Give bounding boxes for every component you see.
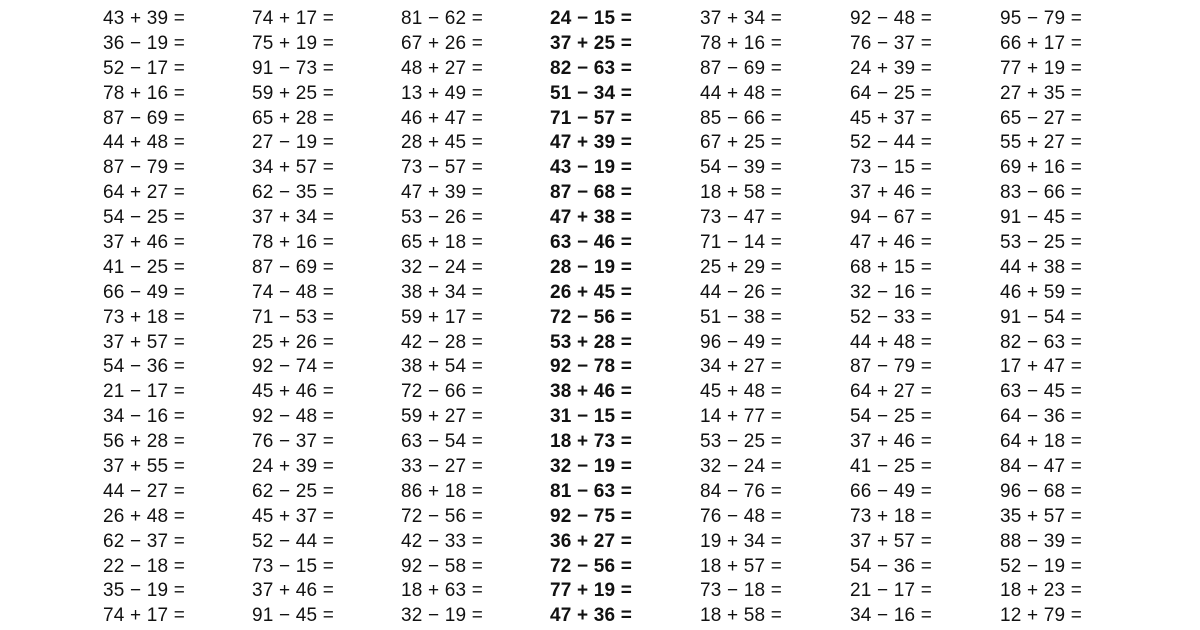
math-problem: 87 − 68 = xyxy=(550,182,633,204)
math-problem: 59 + 17 = xyxy=(401,306,484,328)
math-problem: 74 − 48 = xyxy=(252,281,335,303)
math-problem: 51 − 34 = xyxy=(550,82,633,104)
math-problem: 42 − 28 = xyxy=(401,331,484,353)
math-problem: 87 − 69 = xyxy=(252,256,335,278)
math-problem: 32 − 19 = xyxy=(401,605,484,627)
math-problem: 83 − 66 = xyxy=(1000,182,1083,204)
math-problem: 19 + 34 = xyxy=(700,530,783,552)
math-problem: 86 + 18 = xyxy=(401,480,484,502)
math-problem: 73 − 57 = xyxy=(401,157,484,179)
math-problem: 37 + 25 = xyxy=(550,32,633,54)
math-problem: 92 − 75 = xyxy=(550,505,633,527)
math-problem: 38 + 54 = xyxy=(401,356,484,378)
math-problem: 51 − 38 = xyxy=(700,306,783,328)
math-problem: 82 − 63 = xyxy=(1000,331,1083,353)
math-problem: 45 + 48 = xyxy=(700,381,783,403)
math-problem: 18 + 57 = xyxy=(700,555,783,577)
math-problem: 76 − 37 = xyxy=(252,431,335,453)
math-problem: 34 − 16 = xyxy=(850,605,933,627)
math-problem: 62 − 25 = xyxy=(252,480,335,502)
math-problem: 12 + 79 = xyxy=(1000,605,1083,627)
math-problem: 46 + 47 = xyxy=(401,107,484,129)
problem-column xyxy=(1000,7,1110,629)
math-problem: 25 + 26 = xyxy=(252,331,335,353)
math-problem: 47 + 38 = xyxy=(550,207,633,229)
math-problem: 44 + 48 = xyxy=(700,82,783,104)
problem-column xyxy=(103,7,213,629)
math-problem: 21 − 17 = xyxy=(103,381,186,403)
math-problem: 27 − 19 = xyxy=(252,132,335,154)
math-problem: 45 + 46 = xyxy=(252,381,335,403)
math-problem: 28 + 45 = xyxy=(401,132,484,154)
math-problem: 76 − 48 = xyxy=(700,505,783,527)
math-problem: 37 + 55 = xyxy=(103,456,186,478)
math-problem: 38 + 34 = xyxy=(401,281,484,303)
math-problem: 18 + 58 = xyxy=(700,605,783,627)
math-problem: 54 − 25 = xyxy=(850,406,933,428)
math-problem: 44 + 48 = xyxy=(103,132,186,154)
math-problem: 33 − 27 = xyxy=(401,456,484,478)
math-problem: 41 − 25 = xyxy=(850,456,933,478)
math-problem: 84 − 76 = xyxy=(700,480,783,502)
math-problem: 25 + 29 = xyxy=(700,256,783,278)
math-problem: 34 + 57 = xyxy=(252,157,335,179)
math-problem: 73 + 18 = xyxy=(850,505,933,527)
math-problem: 32 − 24 = xyxy=(700,456,783,478)
math-problem: 28 − 19 = xyxy=(550,256,633,278)
math-problem: 32 − 19 = xyxy=(550,456,633,478)
math-problem: 56 + 28 = xyxy=(103,431,186,453)
math-problem: 47 + 39 = xyxy=(401,182,484,204)
math-problem: 78 + 16 = xyxy=(103,82,186,104)
math-problem: 37 + 46 = xyxy=(850,182,933,204)
math-problem: 37 + 57 = xyxy=(103,331,186,353)
math-problem: 72 − 56 = xyxy=(550,306,633,328)
math-problem: 26 + 45 = xyxy=(550,281,633,303)
math-problem: 91 − 54 = xyxy=(1000,306,1083,328)
math-problem: 69 + 16 = xyxy=(1000,157,1083,179)
math-problem: 71 − 53 = xyxy=(252,306,335,328)
math-problem: 44 + 48 = xyxy=(850,331,933,353)
math-problem: 78 + 16 = xyxy=(252,232,335,254)
math-problem: 65 + 28 = xyxy=(252,107,335,129)
math-problem: 46 + 59 = xyxy=(1000,281,1083,303)
math-problem: 17 + 47 = xyxy=(1000,356,1083,378)
math-problem: 27 + 35 = xyxy=(1000,82,1083,104)
problem-column xyxy=(550,7,660,629)
math-problem: 54 − 25 = xyxy=(103,207,186,229)
math-problem: 43 + 39 = xyxy=(103,8,186,29)
math-problem: 85 − 66 = xyxy=(700,107,783,129)
math-problem: 95 − 79 = xyxy=(1000,8,1083,29)
math-problem: 92 − 78 = xyxy=(550,356,633,378)
math-problem: 54 − 39 = xyxy=(700,157,783,179)
math-problem: 47 + 36 = xyxy=(550,605,633,627)
math-problem: 37 + 46 = xyxy=(103,232,186,254)
math-problem: 75 + 19 = xyxy=(252,32,335,54)
math-problem: 18 + 23 = xyxy=(1000,580,1083,602)
math-problem: 64 + 18 = xyxy=(1000,431,1083,453)
math-problem: 42 − 33 = xyxy=(401,530,484,552)
math-problem: 24 + 39 = xyxy=(850,57,933,79)
problem-column xyxy=(252,7,362,629)
math-problem: 81 − 63 = xyxy=(550,480,633,502)
math-problem: 52 − 33 = xyxy=(850,306,933,328)
math-problem: 37 + 46 = xyxy=(850,431,933,453)
math-problem: 45 + 37 = xyxy=(252,505,335,527)
math-problem: 22 − 18 = xyxy=(103,555,186,577)
math-problem: 47 + 46 = xyxy=(850,232,933,254)
math-problem: 38 + 46 = xyxy=(550,381,633,403)
math-problem: 87 − 69 = xyxy=(700,57,783,79)
math-problem: 18 + 58 = xyxy=(700,182,783,204)
math-problem: 32 − 16 = xyxy=(850,281,933,303)
math-problem: 21 − 17 = xyxy=(850,580,933,602)
math-problem: 36 − 19 = xyxy=(103,32,186,54)
math-problem: 63 − 45 = xyxy=(1000,381,1083,403)
math-problem: 92 − 48 = xyxy=(252,406,335,428)
math-problem: 91 − 73 = xyxy=(252,57,335,79)
math-problem: 92 − 48 = xyxy=(850,8,933,29)
math-problem: 53 − 25 = xyxy=(1000,232,1083,254)
math-problem: 59 + 27 = xyxy=(401,406,484,428)
math-problem: 77 + 19 = xyxy=(1000,57,1083,79)
math-problem: 62 − 37 = xyxy=(103,530,186,552)
math-problem: 88 − 39 = xyxy=(1000,530,1083,552)
math-problem: 77 + 19 = xyxy=(550,580,633,602)
math-problem: 52 − 44 = xyxy=(252,530,335,552)
math-problem: 78 + 16 = xyxy=(700,32,783,54)
math-problem: 72 − 66 = xyxy=(401,381,484,403)
math-problem: 63 − 46 = xyxy=(550,232,633,254)
math-problem: 36 + 27 = xyxy=(550,530,633,552)
math-problem: 64 + 27 = xyxy=(103,182,186,204)
math-problem: 64 + 27 = xyxy=(850,381,933,403)
math-problem: 44 + 38 = xyxy=(1000,256,1083,278)
math-problem: 94 − 67 = xyxy=(850,207,933,229)
math-problem: 73 − 15 = xyxy=(252,555,335,577)
math-problem: 66 − 49 = xyxy=(103,281,186,303)
math-problem: 54 − 36 = xyxy=(850,555,933,577)
math-problem: 35 + 57 = xyxy=(1000,505,1083,527)
math-problem: 65 + 18 = xyxy=(401,232,484,254)
math-problem: 73 + 18 = xyxy=(103,306,186,328)
math-problem: 37 + 34 = xyxy=(252,207,335,229)
math-problem: 62 − 35 = xyxy=(252,182,335,204)
math-problem: 13 + 49 = xyxy=(401,82,484,104)
math-problem: 87 − 79 = xyxy=(850,356,933,378)
math-problem: 54 − 36 = xyxy=(103,356,186,378)
math-problem: 44 − 26 = xyxy=(700,281,783,303)
math-problem: 26 + 48 = xyxy=(103,505,186,527)
math-problem: 91 − 45 = xyxy=(252,605,335,627)
problem-column xyxy=(700,7,810,629)
math-problem: 65 − 27 = xyxy=(1000,107,1083,129)
math-problem: 34 + 27 = xyxy=(700,356,783,378)
math-problem: 37 + 34 = xyxy=(700,8,783,29)
math-problem: 72 − 56 = xyxy=(550,555,633,577)
math-problem: 87 − 69 = xyxy=(103,107,186,129)
math-problem: 52 − 44 = xyxy=(850,132,933,154)
math-problem: 45 + 37 = xyxy=(850,107,933,129)
math-problem: 43 − 19 = xyxy=(550,157,633,179)
math-problem: 73 − 15 = xyxy=(850,157,933,179)
math-problem: 59 + 25 = xyxy=(252,82,335,104)
math-problem: 32 − 24 = xyxy=(401,256,484,278)
math-problem: 74 + 17 = xyxy=(103,605,186,627)
math-problem: 84 − 47 = xyxy=(1000,456,1083,478)
math-problem: 63 − 54 = xyxy=(401,431,484,453)
math-problem: 53 − 26 = xyxy=(401,207,484,229)
math-problem: 64 − 36 = xyxy=(1000,406,1083,428)
math-problem: 55 + 27 = xyxy=(1000,132,1083,154)
problem-column xyxy=(401,7,511,629)
math-problem: 35 − 19 = xyxy=(103,580,186,602)
math-problem: 52 − 19 = xyxy=(1000,555,1083,577)
math-problem: 14 + 77 = xyxy=(700,406,783,428)
problem-column xyxy=(850,7,960,629)
math-problem: 87 − 79 = xyxy=(103,157,186,179)
math-problem: 44 − 27 = xyxy=(103,480,186,502)
math-problem: 41 − 25 = xyxy=(103,256,186,278)
math-problem: 92 − 58 = xyxy=(401,555,484,577)
math-problem: 71 − 57 = xyxy=(550,107,633,129)
math-problem: 74 + 17 = xyxy=(252,8,335,29)
math-problem: 96 − 68 = xyxy=(1000,480,1083,502)
math-problem: 72 − 56 = xyxy=(401,505,484,527)
math-problem: 18 + 63 = xyxy=(401,580,484,602)
math-problem: 37 + 57 = xyxy=(850,530,933,552)
math-problem: 66 − 49 = xyxy=(850,480,933,502)
math-problem: 31 − 15 = xyxy=(550,406,633,428)
math-problem: 67 + 26 = xyxy=(401,32,484,54)
math-problem: 66 + 17 = xyxy=(1000,32,1083,54)
math-problem: 73 − 47 = xyxy=(700,207,783,229)
math-problem: 68 + 15 = xyxy=(850,256,933,278)
math-problem: 18 + 73 = xyxy=(550,431,633,453)
math-problem: 34 − 16 = xyxy=(103,406,186,428)
math-problem: 82 − 63 = xyxy=(550,57,633,79)
math-problem: 91 − 45 = xyxy=(1000,207,1083,229)
math-problem: 47 + 39 = xyxy=(550,132,633,154)
math-problem: 92 − 74 = xyxy=(252,356,335,378)
math-problem: 24 − 15 = xyxy=(550,8,633,29)
math-problem: 67 + 25 = xyxy=(700,132,783,154)
math-problem: 73 − 18 = xyxy=(700,580,783,602)
math-problem: 53 − 25 = xyxy=(700,431,783,453)
math-problem: 64 − 25 = xyxy=(850,82,933,104)
math-problem: 76 − 37 = xyxy=(850,32,933,54)
math-problem: 37 + 46 = xyxy=(252,580,335,602)
math-problem: 53 + 28 = xyxy=(550,331,633,353)
math-problem: 81 − 62 = xyxy=(401,8,484,29)
math-problem: 24 + 39 = xyxy=(252,456,335,478)
math-problem: 52 − 17 = xyxy=(103,57,186,79)
math-problem: 96 − 49 = xyxy=(700,331,783,353)
math-problem: 48 + 27 = xyxy=(401,57,484,79)
math-problem: 71 − 14 = xyxy=(700,232,783,254)
